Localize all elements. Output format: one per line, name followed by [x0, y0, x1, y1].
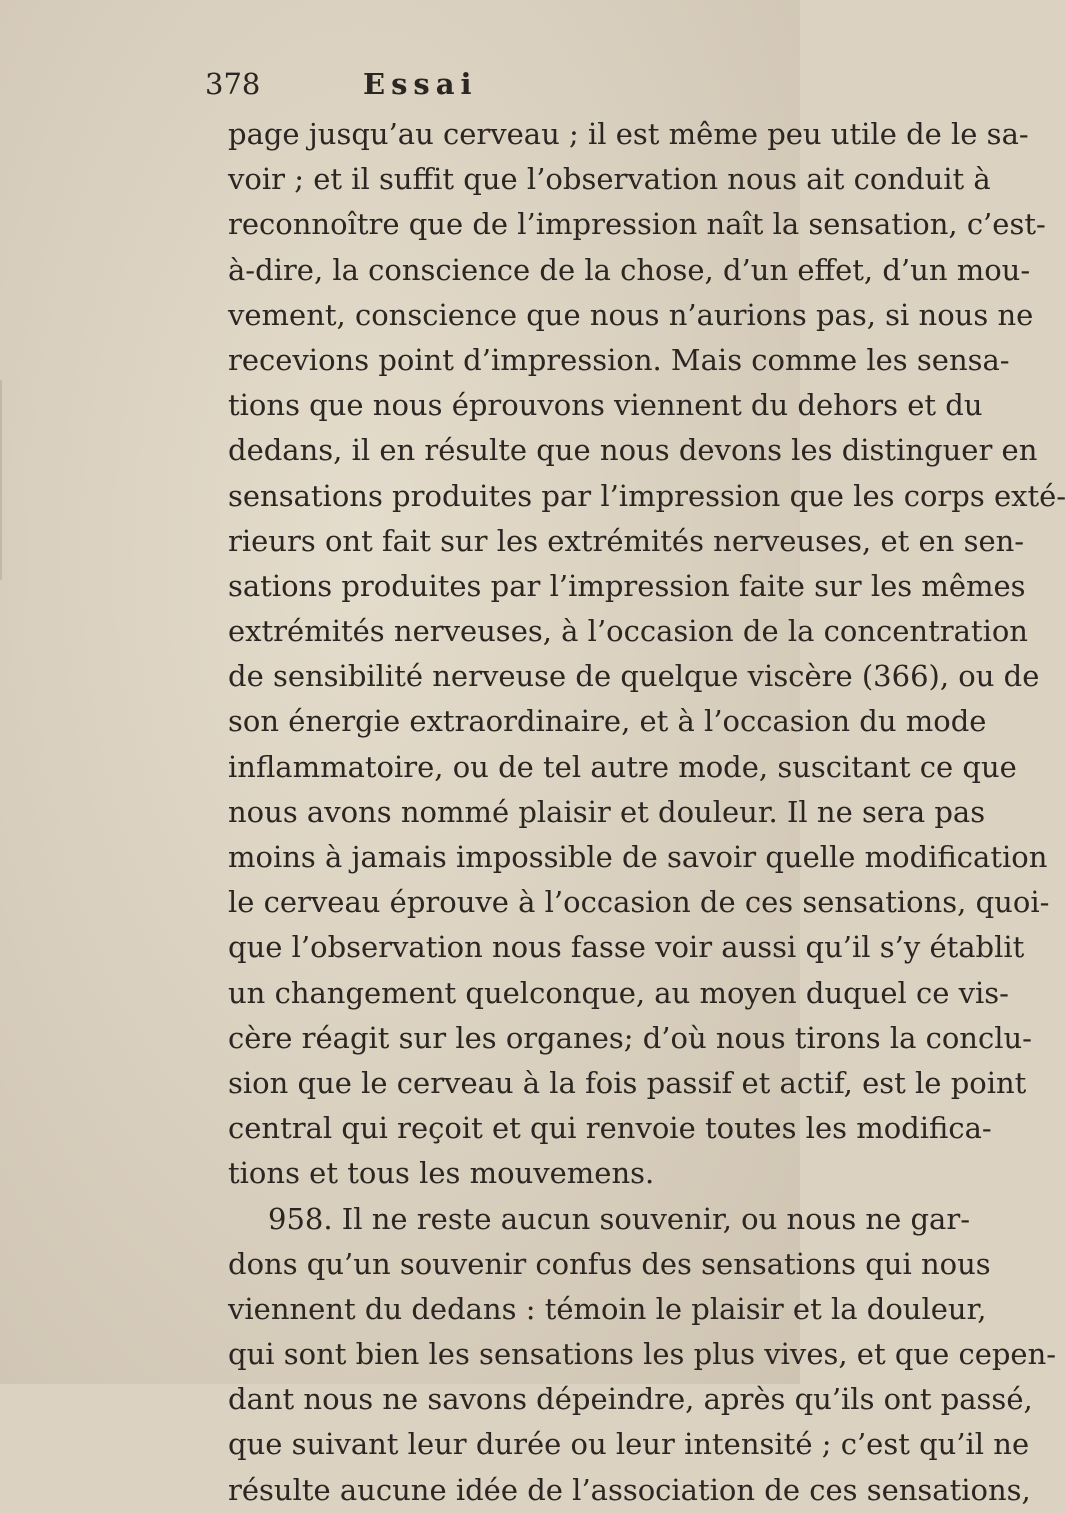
text-line: rieurs ont fait sur les extrémités nerveuses, et en sen- — [228, 523, 1025, 558]
text-line: son énergie extraordinaire, et à l’occasion du mode — [228, 704, 987, 739]
text-line: qui sont bien les sensations les plus vives, et que cepen- — [228, 1337, 1057, 1372]
text-line: cère réagit sur les organes; d’où nous tirons la conclu- — [228, 1020, 1032, 1055]
running-title: Essai — [363, 67, 478, 101]
page-number: 378 — [205, 67, 261, 101]
page-edge-shadow — [0, 380, 24, 580]
text-line: tions et tous les mouvemens. — [228, 1156, 655, 1191]
text-line: vement, conscience que nous n’aurions pas, si nous ne — [228, 297, 1034, 332]
text-line: un changement quelconque, au moyen duquel ce vis- — [228, 975, 1009, 1010]
text-line: le cerveau éprouve à l’occasion de ces sensations, quoi- — [228, 885, 1050, 920]
text-line: résulte aucune idée de l’association de ces sensations, — [228, 1472, 1031, 1507]
text-line: sion que le cerveau à la fois passif et actif, est le point — [228, 1065, 1027, 1100]
text-line: central qui reçoit et qui renvoie toutes les modifica- — [228, 1111, 992, 1146]
text-line: dedans, il en résulte que nous devons les distinguer en — [228, 433, 1038, 468]
text-line: moins à jamais impossible de savoir quelle modification — [228, 840, 1048, 874]
text-line: dons qu’un souvenir confus des sensations qui nous — [228, 1246, 991, 1281]
body-text — [228, 112, 1066, 1513]
text-line: 958. Il ne reste aucun souvenir, ou nous ne gar- — [268, 1201, 970, 1236]
paragraph — [228, 112, 1066, 1197]
text-line: que suivant leur durée ou leur intensité ; c’est qu’il ne — [228, 1427, 1030, 1462]
text-line: sations produites par l’impression faite sur les mêmes — [228, 568, 1026, 603]
text-line: page jusqu’au cerveau ; il est même peu utile de le sa- — [228, 117, 1029, 151]
text-line: voir ; et il suffit que l’observation nous ait conduit à — [228, 162, 991, 197]
text-line: tions que nous éprouvons viennent du dehors et du — [228, 388, 983, 423]
text-line: dant nous ne savons dépeindre, après qu’ils ont passé, — [228, 1382, 1033, 1417]
running-head — [205, 60, 625, 108]
text-line: recevions point d’impression. Mais comme les sensa- — [228, 342, 1010, 377]
text-line: sensations produites par l’impression que les corps exté- — [228, 478, 1066, 513]
text-line: à-dire, la conscience de la chose, d’un effet, d’un mou- — [228, 252, 1031, 287]
text-line: inflammatoire, ou de tel autre mode, suscitant ce que — [228, 749, 1017, 784]
text-line: extrémités nerveuses, à l’occasion de la concentration — [228, 614, 1028, 649]
text-line: nous avons nommé plaisir et douleur. Il ne sera pas — [228, 794, 986, 829]
paragraph — [228, 1197, 1057, 1513]
text-line: que l’observation nous fasse voir aussi qu’il s’y établit — [228, 930, 1025, 965]
text-line: reconnoître que de l’impression naît la sensation, c’est- — [228, 207, 1046, 242]
text-line: de sensibilité nerveuse de quelque viscère (366), ou de — [228, 659, 1040, 694]
text-line: viennent du dedans : témoin le plaisir et la douleur, — [228, 1291, 987, 1326]
